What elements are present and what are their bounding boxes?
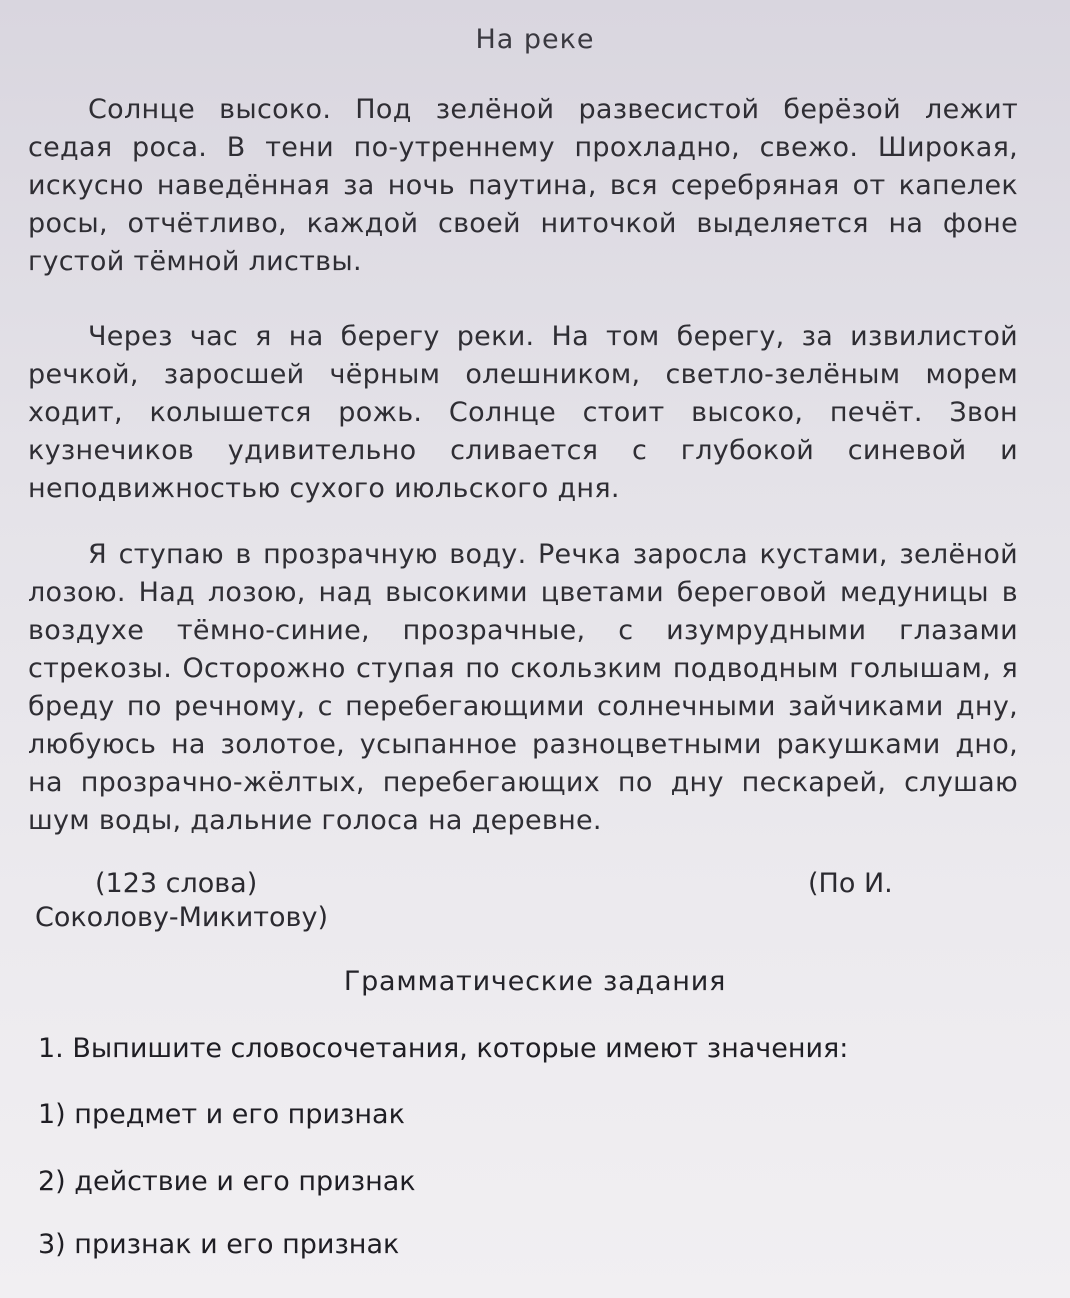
- paragraph-2: [28, 318, 1018, 508]
- paragraph-1-text: Солнце высоко. Под зелёной развесистой берёзой лежит седая роса. В тени по-утреннему прохладно, свежо. Широкая, искусно наведённая за ночь паутина, вся серебряная от капелек росы, отчётливо, каждой своей ниточкой выделяется на фоне густой тёмной листвы.: [28, 94, 1018, 277]
- paragraph-3-text: Я ступаю в прозрачную воду. Речка заросла кустами, зелёной лозою. Над лозою, над высокими цветами береговой медуницы в воздухе тёмно-синие, прозрачные, с изумрудными глазами стрекозы. Осторожно ступая по скользким подводным голышам, я бреду по речному, с перебегающими солнечными зайчиками дну, любуюсь на золотое, усыпанное разноцветными ракушками дно, на прозрачно-жёлтых, перебегающих по дну пескарей, слушаю шум воды, дальние голоса на деревне.: [28, 539, 1018, 836]
- paragraph-1: [28, 91, 1018, 281]
- task-item-1: 1) предмет и его признак: [38, 1099, 405, 1130]
- task-item-3: 3) признак и его признак: [38, 1229, 400, 1260]
- text-title: На реке: [475, 24, 595, 55]
- paragraph-2-text: Через час я на берегу реки. На том берегу, за извилистой речкой, заросшей чёрным олешником, светло-зелёным морем ходит, колышется рожь. Солнце стоит высоко, печёт. Звон кузнечиков удивительно сливается с глубокой синевой и неподвижностью сухого июльского дня.: [28, 321, 1018, 504]
- source-attribution-line1: (По И.: [808, 868, 893, 899]
- word-count: (123 слова): [95, 868, 258, 899]
- grammar-tasks-title: Грамматические задания: [343, 966, 727, 997]
- paragraph-3: [28, 536, 1018, 840]
- task-instruction: 1. Выпишите словосочетания, которые имеют значения:: [38, 1033, 849, 1064]
- task-item-2: 2) действие и его признак: [38, 1166, 416, 1197]
- source-attribution-line2: Соколову-Микитову): [35, 902, 328, 933]
